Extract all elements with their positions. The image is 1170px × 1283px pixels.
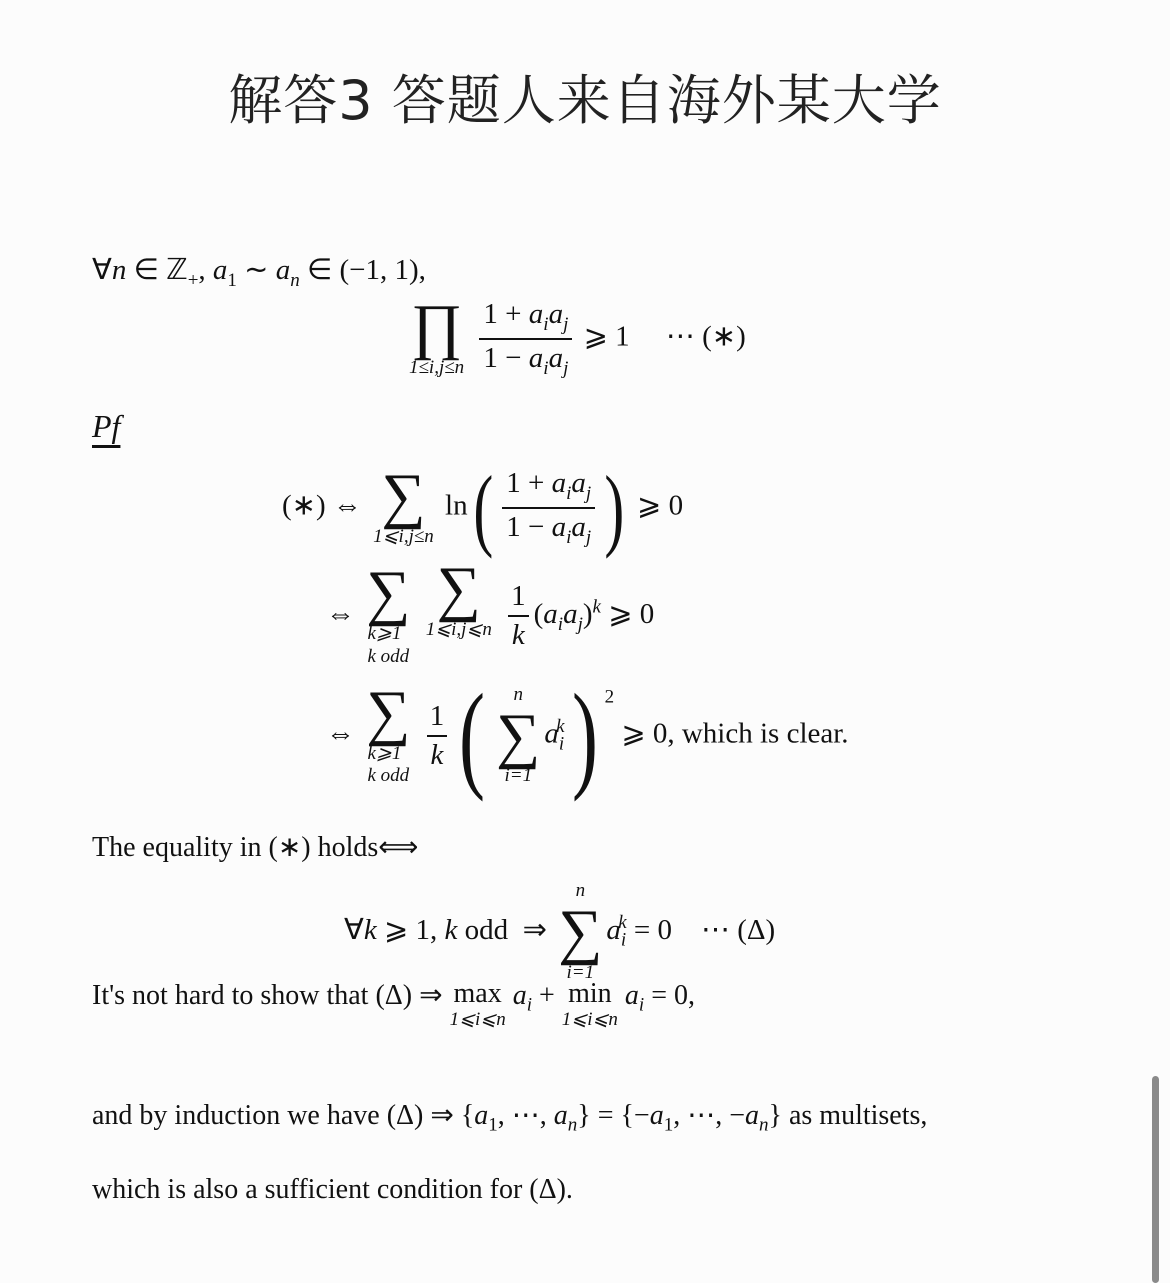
proof-step-1: (∗) ⇔ ∑ 1⩽i,j≤n ln( $\frac{1 + a_ia_j}{1 - a_ia_j}$ ) ⩾ 0 [282,457,684,559]
premise-line: ∀n ∈ ℤ$_+$, $a_1$ ∼ $a_n$ ∈ (−1, 1), [92,254,426,291]
proof-label: Pf [92,408,121,444]
proof-step-2: ⇔ ∑ k⩾1 k odd ∑ 1⩽i,j⩽n $\frac{1}{k}$ $(a_ia_j)^k$ ⩾ 0 [326,555,655,667]
proof-step-3: ⇔ ∑ k⩾1 k odd $\frac{1}{k}$ ( n ∑ i=1 $a_i^k$) $^2$ ⩾ 0, which is clear. [326,669,849,802]
sufficient-statement: which is also a sufficient condition for (Δ). [92,1174,573,1205]
product-inequality: ∏ 1≤i,j≤n $\frac{1 + a_ia_j}{1 - a_ia_j}$ ⩾ 1 ⋯ (∗) [409,293,746,379]
page-title: 解答3 答题人来自海外某大学 [228,69,942,132]
scrollbar-thumb[interactable] [1152,1076,1159,1283]
induction-statement: and by induction we have (Δ) ⇒ {$a_1$, ⋯, $a_n\} = \{-a_1$, ⋯, $-a_n$} as multisets, [92,1100,928,1136]
equality-statement: The equality in (∗) holds⟺ [92,832,419,863]
delta-condition: ∀k ⩾ 1, k odd ⇒ n ∑ i=1 $a_i^k = 0$ ⋯ (Δ) [344,880,776,983]
max-min-statement: It's not hard to show that (Δ) ⇒ max 1⩽i⩽n $a_i$ + min 1⩽i⩽n $a_i = 0$, [92,978,695,1030]
